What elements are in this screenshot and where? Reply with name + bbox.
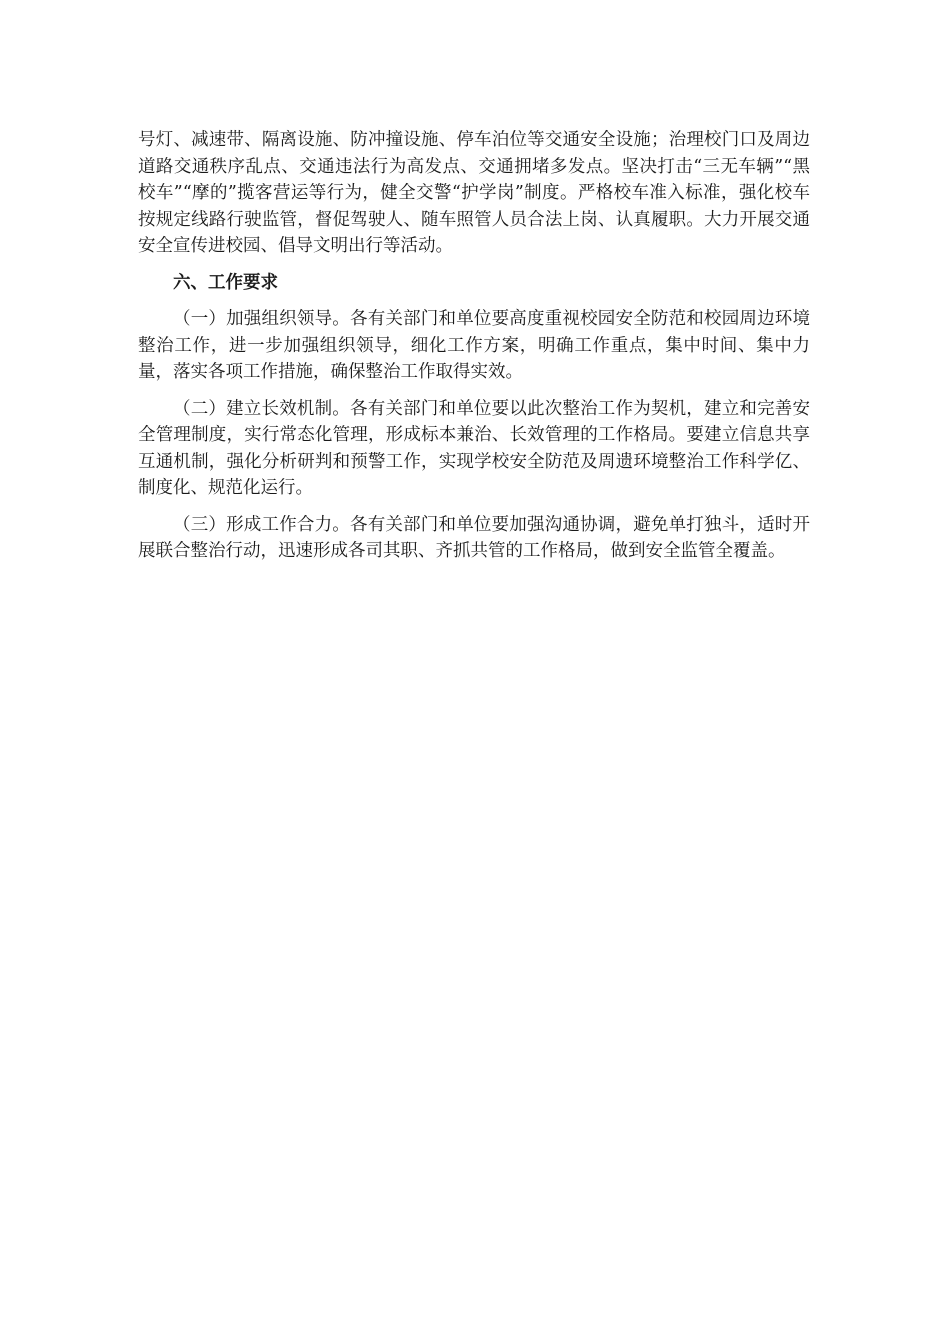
document-body xyxy=(138,127,810,575)
requirement-paragraph-2: （二）建立长效机制。各有关部门和单位要以此次整治工作为契机，建立和完善安全管理制度，实行常态化管理，形成标本兼治、长效管理的工作格局。要建立信息共享互通机制，强化分析研判和预警工作，实现学校安全防范及周遗环境整治工作科学亿、制度化、规范化运行。 xyxy=(138,398,810,498)
requirement-paragraph-1: （一）加强组织领导。各有关部门和单位要高度重视校园安全防范和校园周边环境整治工作，进一步加强组织领导，细化工作方案，明确工作重点，集中时间、集中力量，落实各项工作措施，确保整治工作取得实效。 xyxy=(138,309,810,382)
section-heading: 六、工作要求 xyxy=(173,272,278,293)
requirement-paragraph-3: （三）形成工作合力。各有关部门和单位要加强沟通协调，避免单打独斗，适时开展联合整治行动，迅速形成各司其职、齐抓共管的工作格局，做到安全监管全覆盖。 xyxy=(138,514,810,561)
continued-paragraph: 号灯、减速带、隔离设施、防冲撞设施、停车泊位等交通安全设施；治理校门口及周边道路交通秩序乱点、交通违法行为高发点、交通拥堵多发点。坚决打击“三无车辆”“黑校车”“摩的”揽客营运等行为，健全交警“护学岗”制度。严格校车准入标准，强化校车按规定线路行驶监管，督促驾驶人、随车照管人员合法上岗、认真履职。大力开展交通安全宣传进校园、倡导文明出行等活动。 xyxy=(138,130,810,256)
